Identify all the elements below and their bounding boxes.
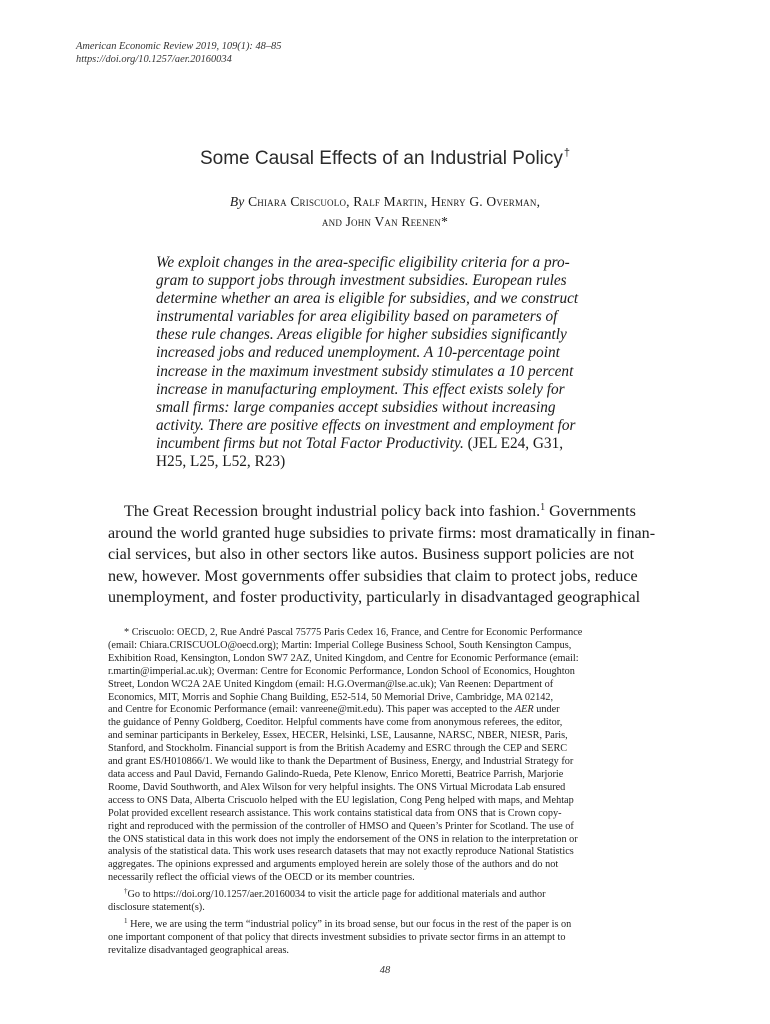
abstract bbox=[156, 254, 616, 471]
body-paragraph bbox=[108, 497, 668, 609]
body-line: new, however. Most governments offer subsidies that claim to protect jobs, reduce bbox=[108, 567, 638, 585]
abstract-line: We exploit changes in the area-specific eligibility criteria for a pro- bbox=[156, 254, 570, 271]
doi-link[interactable]: https://doi.org/10.1257/aer.20160034 bbox=[76, 54, 232, 65]
footnote-star-line: aggregates. The opinions expressed and arguments employed herein are solely those of the authors and do not bbox=[108, 859, 559, 871]
paper-title bbox=[0, 147, 770, 170]
footnote-1-text: Here, we are using the term “industrial policy” in its broad sense, but our focus in the rest of the paper is on bbox=[130, 918, 572, 930]
abstract-line-italic: incumbent firms but not Total Factor Productivity. bbox=[156, 434, 464, 452]
abstract-line: increased jobs and reduced unemployment. A 10-percentage point bbox=[156, 344, 560, 362]
footnote-star-line: Roome, David Southworth, and Alex Wilson for very helpful insights. The ONS Virtual Microdata Lab ensured bbox=[108, 781, 566, 793]
footnote-star-line: necessarily reflect the official views of the OECD or its member countries. bbox=[108, 872, 415, 884]
body-line-text: The Great Recession brought industrial policy back into fashion. bbox=[124, 503, 541, 520]
footnote-star-line bbox=[108, 704, 668, 717]
footnote-ref-1[interactable]: 1 bbox=[540, 502, 546, 513]
abstract-line: activity. There are positive effects on investment and employment for bbox=[156, 416, 576, 434]
body-line: cial services, but also in other sectors like autos. Business support policies are not bbox=[108, 546, 635, 564]
footnote-dagger-text[interactable]: Go to https://doi.org/10.1257/aer.20160034 to visit the article page for additional materials and author bbox=[127, 889, 546, 901]
paper-title-text: Some Causal Effects of an Industrial Policy bbox=[199, 148, 563, 169]
footnote-1-line: one important component of that policy that directs investment subsidies to private sector firms in an attempt to bbox=[108, 931, 566, 943]
by-word: By bbox=[229, 194, 245, 209]
footnote-star-line: and grant ES/H010866/1. We would like to thank the Department of Business, Energy, and Industrial Strategy for bbox=[108, 756, 574, 768]
abstract-line: determine whether an area is eligible for subsidies, and we construct bbox=[156, 290, 579, 308]
dagger-mark: † bbox=[124, 887, 128, 896]
footnote-star-line: Economics, MIT, Morris and Sophie Chang Building, E52-514, 50 Memorial Drive, Cambridge, MA 02142, bbox=[108, 691, 554, 703]
footnote-star-line: the guidance of Penny Goldberg, Coeditor. Helpful comments have come from anonymous referees, the editor, bbox=[108, 717, 563, 729]
footnote-text: under bbox=[533, 704, 560, 716]
footnote-star-line: data access and Paul David, Fernando Galindo-Rueda, Pete Klenow, Enrico Moretti, Beatrice Parrish, Marjorie bbox=[108, 768, 564, 780]
footnote-dagger bbox=[108, 885, 668, 902]
author-byline bbox=[0, 192, 770, 232]
abstract-line: gram to support jobs through investment subsidies. European rules bbox=[156, 272, 567, 290]
author-names-line1: Chiara Criscuolo, Ralf Martin, Henry G. Overman, bbox=[248, 194, 541, 209]
abstract-line bbox=[156, 435, 616, 453]
footnote-1 bbox=[108, 915, 668, 932]
body-line-text: Governments bbox=[545, 503, 636, 520]
abstract-line: increase in manufacturing employment. This effect exists solely for bbox=[156, 380, 565, 398]
abstract-line: these rule changes. Areas eligible for higher subsidies significantly bbox=[156, 326, 567, 344]
footnote-star-line: Polat provided excellent research assistance. This work contains statistical data from ONS that is Crown copy- bbox=[108, 807, 562, 819]
abstract-line: instrumental variables for area eligibility based on parameters of bbox=[156, 308, 558, 326]
author-names-line2: and John Van Reenen* bbox=[321, 214, 449, 229]
footnote-star-line: Street, London WC2A 2AE United Kingdom (email: H.G.Overman@lse.ac.uk); Van Reenen: Department of bbox=[108, 678, 554, 690]
journal-header bbox=[76, 40, 281, 66]
footnote-star-line: analysis of the statistical data. This work uses research datasets that may not exactly reproduce National Statistics bbox=[108, 846, 574, 858]
page-number: 48 bbox=[379, 965, 391, 976]
body-line bbox=[108, 497, 668, 523]
footnote-dagger-line: disclosure statement(s). bbox=[108, 902, 205, 914]
footnotes bbox=[108, 627, 668, 958]
jel-codes: (JEL E24, G31, bbox=[467, 434, 564, 452]
title-footnote-mark: † bbox=[563, 147, 571, 159]
abstract-line: small firms: large companies accept subsidies without increasing bbox=[156, 398, 556, 416]
body-line: around the world granted huge subsidies to private firms: most dramatically in finan- bbox=[108, 524, 656, 542]
abstract-line: increase in the maximum investment subsidy stimulates a 10 percent bbox=[156, 362, 574, 380]
footnote-star-line: right and reproduced with the permission of the controller of HMSO and Queen’s Printer for Scotland. The use of bbox=[108, 820, 574, 832]
footnote-star-line: Exhibition Road, Kensington, London SW7 2AZ, United Kingdom, and Centre for Economic Performance (email: bbox=[108, 652, 579, 664]
footnote-star-line: access to ONS Data, Alberta Criscuolo helped with the EU legislation, Cong Peng helped with maps, and Mehtap bbox=[108, 794, 574, 806]
jel-codes-continued: H25, L25, L52, R23) bbox=[156, 453, 286, 471]
footnote-star-line: and seminar participants in Berkeley, Essex, HECER, Helsinki, LSE, Lausanne, NARSC, NBER, NIESR, Paris, bbox=[108, 730, 568, 742]
footnote-1-line: revitalize disadvantaged geographical areas. bbox=[108, 944, 289, 956]
aer-abbrev: AER bbox=[514, 704, 534, 716]
footnote-star-line: * Criscuolo: OECD, 2, Rue André Pascal 75775 Paris Cedex 16, France, and Centre for Economic Performance bbox=[124, 627, 583, 638]
footnote-1-mark: 1 bbox=[124, 916, 128, 925]
footnote-star-line: the ONS statistical data in this work does not imply the endorsement of the ONS in relation to the interpretation or bbox=[108, 833, 578, 845]
footnote-star-line: (email: Chiara.CRISCUOLO@oecd.org); Martin: Imperial College Business School, South Kensington Campus, bbox=[108, 639, 572, 651]
footnote-star-line: r.martin@imperial.ac.uk); Overman: Centre for Economic Performance, London School of Economics, Houghton bbox=[108, 665, 575, 677]
body-line: unemployment, and foster productivity, particularly in disadvantaged geographical bbox=[108, 589, 641, 607]
journal-citation: American Economic Review 2019, 109(1): 48–85 bbox=[76, 41, 282, 52]
footnote-star-line: Stanford, and Stockholm. Financial support is from the British Academy and ESRC through the CEP and SERC bbox=[108, 743, 568, 755]
footnote-text: and Centre for Economic Performance (email: vanreene@mit.edu). This paper was accepted to the bbox=[108, 704, 515, 716]
